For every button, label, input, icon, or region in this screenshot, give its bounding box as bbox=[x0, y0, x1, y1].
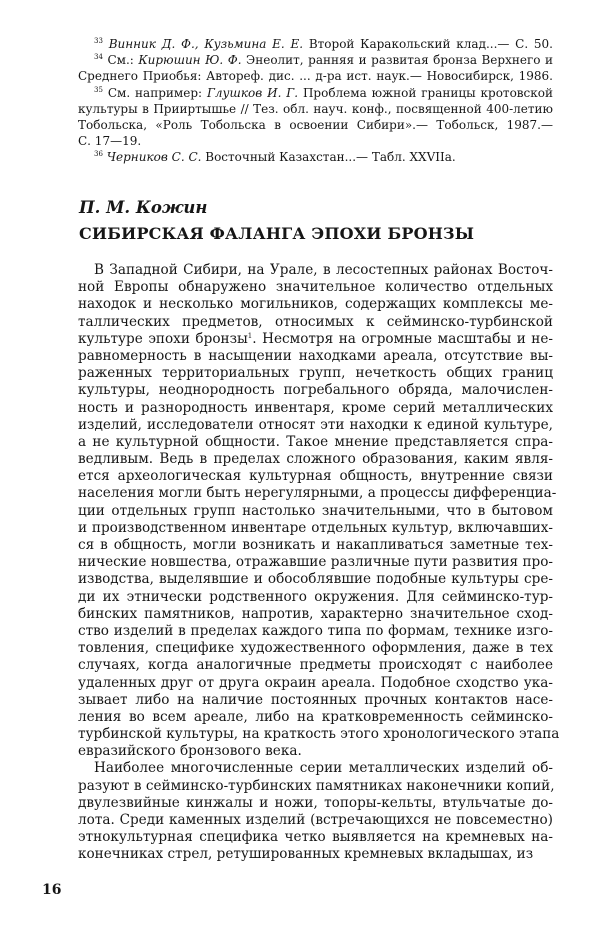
body-line: этнокультурная специфика четко выявляется на кремневых на- bbox=[78, 829, 553, 846]
body-line: ность и разнородность инвентаря, кроме серий металлических bbox=[78, 399, 553, 416]
footnote-text: Проблема южной границы кротовской bbox=[298, 85, 553, 100]
footnote-number: 34 bbox=[94, 53, 103, 62]
footnote-author: Кирюшин Ю. Ф. bbox=[138, 53, 242, 68]
body-line: ции отдельных групп настолько значительными, что в бытовом bbox=[78, 502, 553, 519]
footnote-text: Восточный Казахстан...— Табл. XXVIIа. bbox=[201, 150, 456, 165]
body-line bbox=[78, 331, 553, 348]
footnotes bbox=[78, 36, 553, 166]
article-author: П. М. Кожин bbox=[79, 198, 208, 217]
body-text: культуре эпохи бронзы bbox=[78, 330, 248, 347]
footnote-number: 36 bbox=[94, 150, 103, 159]
body-line: находок и несколько могильников, содержащих комплексы ме- bbox=[78, 296, 553, 313]
body-line: зывает либо на наличие постоянных прочных контактов насе- bbox=[78, 691, 553, 708]
body-line: турбинской культуры, на краткость этого хронологического этапа bbox=[78, 726, 560, 743]
footnote-35 bbox=[78, 85, 553, 101]
footnote-text: С. 17—19. bbox=[78, 134, 142, 149]
body-text: . Несмотря на огромные масштабы и не- bbox=[252, 330, 553, 347]
body-line: и производственном инвентаре отдельных культур, включавших- bbox=[78, 519, 553, 536]
body-line: удаленных друг от друга окраин ареала. Подобное сходство ука- bbox=[78, 674, 553, 691]
footnote-34 bbox=[78, 52, 553, 68]
body-line: случаях, когда аналогичные предметы происходят с наиболее bbox=[78, 657, 553, 674]
body-line: нические новшества, отражавшие различные пути развития про- bbox=[78, 554, 553, 571]
body-line: ди их этнически родственного окружения. Для сейминско-тур- bbox=[78, 588, 553, 605]
body-line: Наиболее многочисленные серии металлических изделий об- bbox=[94, 760, 553, 777]
footnote-36 bbox=[78, 149, 553, 165]
footnote-text: культуры в Прииртышье // Тез. обл. науч. конф., посвященной 400-летию bbox=[78, 101, 553, 116]
article-title: СИБИРСКАЯ ФАЛАНГА ЭПОХИ БРОНЗЫ bbox=[79, 224, 475, 243]
footnote-author: Глушков И. Г. bbox=[206, 85, 299, 100]
body-line: таллических предметов, относимых к сейминско-турбинской bbox=[78, 313, 553, 330]
footnote-author: Черников С. С. bbox=[106, 150, 202, 165]
body-line: разуют в сейминско-турбинских памятниках наконечники копий, bbox=[78, 777, 555, 794]
body-line: ной Европы обнаружено значительное количество отдельных bbox=[78, 279, 553, 296]
footnote-text: Среднего Приобья: Автореф. дис. ... д-ра ист. наук.— Новосибирск, 1986. bbox=[78, 69, 553, 84]
body-line: лота. Среди каменных изделий (встречающихся не повсеместно) bbox=[78, 812, 553, 828]
footnote-number: 35 bbox=[94, 85, 103, 94]
body-line: ется археологическая культурная общность, внутренние связи bbox=[78, 468, 553, 485]
body-line: равномерность в насыщении находками ареала, отсутствие вы- bbox=[78, 347, 553, 364]
body-line: конечниках стрел, ретушированных кремневых вкладышах, из bbox=[78, 846, 534, 863]
article-body bbox=[78, 262, 560, 864]
body-line: культуры, неоднородность погребального обряда, малочислен- bbox=[78, 382, 553, 399]
footnote-text: Энеолит, ранняя и развитая бронза Верхнего и bbox=[241, 53, 553, 68]
body-line: В Западной Сибири, на Урале, в лесостепных районах Восточ- bbox=[94, 262, 553, 278]
footnote-33 bbox=[78, 36, 553, 52]
body-line: ство изделий в пределах каждого типа по формам, технике изго- bbox=[78, 622, 553, 639]
footnote-text: Тобольска, «Роль Тобольска в освоении Сибири».— Тобольск, 1987.— bbox=[78, 117, 553, 132]
footnote-ref: 1 bbox=[247, 331, 253, 340]
footnote-text: Второй Каракольский клад...— С. 50. bbox=[303, 37, 553, 51]
body-line: ся в общность, могли возникать и накапливаться заметные тех- bbox=[78, 537, 553, 553]
body-line: раженных территориальных групп, нечеткость общих границ bbox=[78, 365, 553, 382]
footnote-prefix: См.: bbox=[107, 53, 139, 68]
body-line: населения могли быть нерегулярными, а процессы дифференциа- bbox=[78, 485, 557, 502]
body-line: ведливым. Ведь в пределах сложного образования, каким явля- bbox=[78, 451, 553, 468]
body-line: евразийского бронзового века. bbox=[78, 743, 302, 760]
footnote-number: 33 bbox=[94, 37, 103, 45]
body-line: изделий, исследователи относят эти находки к единой культуре, bbox=[78, 416, 553, 433]
page-number: 16 bbox=[42, 882, 62, 898]
body-line: бинских памятников, напротив, характерно значительное сход- bbox=[78, 605, 553, 622]
body-line: товления, специфике художественного оформления, даже в тех bbox=[78, 640, 553, 657]
body-line: а не культурной общности. Такое мнение представляется спра- bbox=[78, 433, 553, 450]
body-line: изводства, выделявшие и обособлявшие подобные культуры сре- bbox=[78, 571, 553, 588]
body-line: ления во всем ареале, либо на кратковременность сейминско- bbox=[78, 708, 553, 725]
footnote-prefix: См. например: bbox=[107, 85, 207, 100]
body-line: двулезвийные кинжалы и ножи, топоры-кельты, втульчатые до- bbox=[78, 794, 553, 811]
footnote-author: Винник Д. Ф., Кузьмина Е. Е. bbox=[108, 37, 304, 51]
